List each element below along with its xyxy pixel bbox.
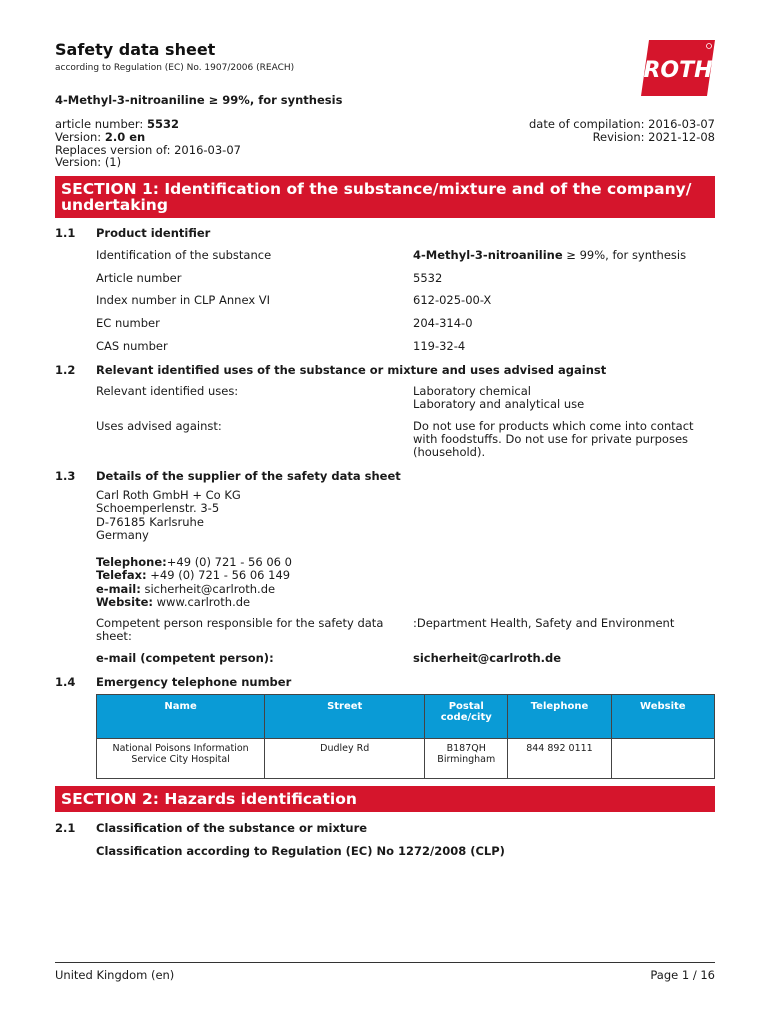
roth-logo — [641, 40, 715, 96]
cell-name: National Poisons Information Service City Hospital — [97, 739, 265, 779]
col-name: Name — [97, 695, 265, 739]
document-meta-right — [529, 118, 715, 144]
ec-number-label: EC number — [96, 316, 160, 330]
section-2-1-number: 2.1 — [55, 821, 76, 835]
section-1-2-heading: Relevant identified uses of the substance or mixture and uses advised against — [96, 363, 607, 377]
cell-telephone: 844 892 0111 — [508, 739, 611, 779]
footer-divider — [55, 962, 715, 963]
index-number-value: 612-025-00-X — [413, 293, 492, 307]
section-1-4-number: 1.4 — [55, 675, 76, 689]
telefax: Telefax: +49 (0) 721 - 56 06 149 — [96, 568, 291, 583]
version: Version: 2.0 en — [55, 129, 146, 144]
document-subtitle: according to Regulation (EC) No. 1907/2006 (REACH) — [55, 63, 295, 73]
section-2-heading: SECTION 2: Hazards identification — [55, 786, 715, 812]
supplier-contacts — [96, 556, 292, 609]
article-number-label: Article number — [96, 271, 182, 285]
relevant-uses-label: Relevant identified uses: — [96, 384, 239, 398]
compilation-date: date of compilation: 2016-03-07 — [528, 117, 715, 131]
cas-number-label: CAS number — [96, 339, 168, 353]
section-1-4-heading: Emergency telephone number — [96, 675, 292, 689]
section-2-1-heading: Classification of the substance or mixture — [96, 821, 368, 835]
website: Website: www.carlroth.de — [96, 594, 251, 609]
section-1-3-heading: Details of the supplier of the safety data sheet — [96, 469, 401, 483]
telephone: Telephone:+49 (0) 721 - 56 06 0 — [96, 555, 292, 569]
product-name: 4-Methyl-3-nitroaniline ≥ 99%, for synthesis — [55, 93, 343, 107]
competent-email-label: e-mail (competent person): — [96, 651, 274, 665]
footer-locale: United Kingdom (en) — [55, 968, 175, 982]
revision-date: Revision: 2021-12-08 — [592, 129, 715, 144]
ec-number-value: 204-314-0 — [413, 316, 473, 330]
table-header-row — [97, 695, 715, 739]
email: e-mail: sicherheit@carlroth.de — [96, 581, 276, 596]
cell-website — [611, 739, 714, 779]
identification-value: 4-Methyl-3-nitroaniline ≥ 99%, for synthesis — [413, 248, 687, 262]
emergency-contacts-table — [96, 694, 715, 779]
uses-against-value: Do not use for products which come into contact with foodstuffs. Do not use for private purposes (household). — [413, 419, 694, 459]
replaces-version: Replaces version of: 2016-03-07 — [55, 142, 241, 157]
article-number: article number: 5532 — [55, 117, 179, 131]
section-1-1-heading: Product identifier — [96, 226, 211, 240]
col-telephone: Telephone — [508, 695, 611, 739]
cell-postal: B187QH Birmingham — [425, 739, 508, 779]
document-meta-left — [55, 118, 241, 169]
col-postal: Postal code/city — [425, 695, 508, 739]
competent-person-label: Competent person responsible for the safety data sheet: — [96, 616, 384, 643]
logo-text: ROTH — [643, 58, 713, 83]
competent-email-value: sicherheit@carlroth.de — [413, 651, 562, 665]
section-1-2-number: 1.2 — [55, 363, 76, 377]
clp-classification-heading: Classification according to Regulation (EC) No 1272/2008 (CLP) — [96, 844, 505, 858]
version-paren: Version: (1) — [55, 155, 122, 170]
supplier-address: Carl Roth GmbH + Co KG Schoemperlenstr. 3-5 D-76185 Karlsruhe Germany — [96, 488, 241, 542]
section-1-1-number: 1.1 — [55, 226, 76, 240]
col-street: Street — [265, 695, 425, 739]
table-row — [97, 739, 715, 779]
col-website: Website — [611, 695, 714, 739]
identification-label: Identification of the substance — [96, 248, 272, 262]
cas-number-value: 119-32-4 — [413, 339, 466, 353]
uses-against-label: Uses advised against: — [96, 419, 222, 433]
relevant-uses-value: Laboratory chemical Laboratory and analytical use — [413, 384, 585, 411]
page-number: Page 1 / 16 — [650, 968, 715, 982]
section-1-3-number: 1.3 — [55, 469, 76, 483]
article-number-value: 5532 — [413, 271, 443, 285]
competent-person-value: :Department Health, Safety and Environment — [413, 616, 675, 630]
document-title: Safety data sheet — [55, 40, 216, 59]
index-number-label: Index number in CLP Annex VI — [96, 293, 271, 307]
cell-street: Dudley Rd — [265, 739, 425, 779]
section-1-heading: SECTION 1: Identification of the substance/mixture and of the company/ undertaking — [55, 176, 715, 218]
